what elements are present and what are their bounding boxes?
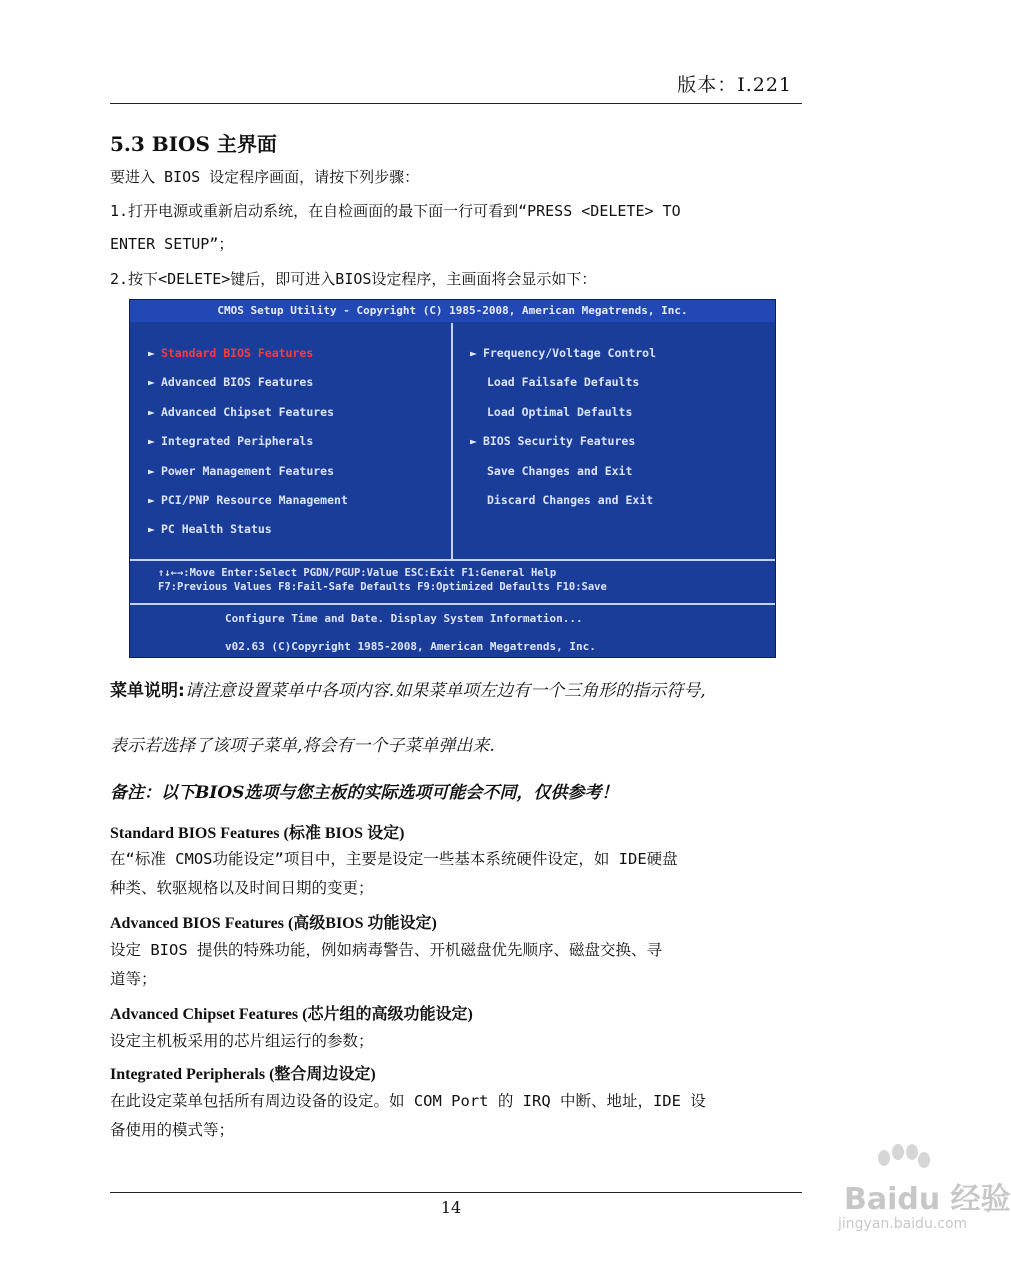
header-rule xyxy=(110,103,802,104)
feature-desc-advanced-chipset: 设定主机板采用的芯片组运行的参数； xyxy=(110,1032,374,1050)
bios-menu-item-advanced-chipset[interactable]: ► Advanced Chipset Features xyxy=(148,405,335,419)
triangle-icon: ► xyxy=(148,464,155,478)
step-1-line-a: 1.打开电源或重新启动系统，在自检画面的最下面一行可看到“PRESS <DELETE> TO xyxy=(110,202,681,220)
triangle-icon: ► xyxy=(470,434,477,448)
version-label: 版本：I.221 xyxy=(677,74,792,96)
bios-menu-item-frequency[interactable]: ► Frequency/Voltage Control xyxy=(470,346,657,360)
intro-line: 要进入 BIOS 设定程序画面，请按下列步骤： xyxy=(110,168,420,186)
page-number: 14 xyxy=(440,1198,462,1217)
triangle-icon: ► xyxy=(148,522,155,536)
bios-menu-item-load-failsafe[interactable]: Load Failsafe Defaults xyxy=(487,375,640,389)
triangle-icon: ► xyxy=(148,375,155,389)
bios-menu-item-advanced-bios[interactable]: ► Advanced BIOS Features xyxy=(148,375,314,389)
triangle-icon: ► xyxy=(148,405,155,419)
feature-title-standard: Standard BIOS Features (标准 BIOS 设定) xyxy=(110,825,405,842)
step-2-line: 2.按下<DELETE>键后，即可进入BIOS设定程序，主画面将会显示如下： xyxy=(110,270,597,288)
bios-title-bar: CMOS Setup Utility - Copyright (C) 1985-2008, American Megatrends, Inc. xyxy=(130,300,775,322)
bios-menu-item-pcipnp[interactable]: ► PCI/PNP Resource Management xyxy=(148,493,348,507)
triangle-icon: ► xyxy=(148,493,155,507)
bios-menu-item-standard[interactable]: ► Standard BIOS Features xyxy=(148,346,314,360)
watermark-url: jingyan.baidu.com xyxy=(838,1216,968,1232)
feature-title-integrated: Integrated Peripherals (整合周边设定) xyxy=(110,1066,376,1083)
remark: 备注：以下BIOS选项与您主板的实际选项可能会不同，仅供参考！ xyxy=(110,783,619,803)
menu-note xyxy=(110,676,706,701)
bios-copyright: v02.63 (C)Copyright 1985-2008, American Megatrends, Inc. xyxy=(225,640,596,653)
step-1-line-b: ENTER SETUP”； xyxy=(110,235,234,253)
bios-screenshot xyxy=(129,299,776,658)
triangle-icon: ► xyxy=(148,434,155,448)
menu-note-text: 请注意设置菜单中各项内容.如果菜单项左边有一个三角形的指示符号, xyxy=(184,681,706,701)
feature-title-advanced-chipset: Advanced Chipset Features (芯片组的高级功能设定) xyxy=(110,1006,473,1023)
watermark-brand: Baidu 经验 xyxy=(844,1182,1011,1217)
bios-menu-item-security[interactable]: ► BIOS Security Features xyxy=(470,434,636,448)
feature-title-advanced-bios: Advanced BIOS Features (高级BIOS 功能设定) xyxy=(110,915,437,932)
triangle-icon: ► xyxy=(470,346,477,360)
bios-menu-item-discard-exit[interactable]: Discard Changes and Exit xyxy=(487,493,654,507)
menu-note-line-2: 表示若选择了该项子菜单,将会有一个子菜单弹出来. xyxy=(110,736,495,756)
feature-desc-advanced-bios: 设定 BIOS 提供的特殊功能，例如病毒警告、开机磁盘优先顺序、磁盘交换、寻 道等； xyxy=(110,941,662,988)
bios-menu-item-power[interactable]: ► Power Management Features xyxy=(148,464,335,478)
bios-menu-item-integrated[interactable]: ► Integrated Peripherals xyxy=(148,434,314,448)
feature-desc-standard: 在“标准 CMOS功能设定”项目中，主要是设定一些基本系统硬件设定，如 IDE硬盘 种类、软驱规格以及时间日期的变更； xyxy=(110,850,678,897)
menu-note-label: 菜单说明: xyxy=(110,681,185,701)
bios-divider-status xyxy=(130,603,775,605)
bios-status-description: Configure Time and Date. Display System Information... xyxy=(225,612,583,625)
bios-divider-help xyxy=(130,559,775,561)
footer-rule xyxy=(110,1192,802,1193)
bios-menu-item-save-exit[interactable]: Save Changes and Exit xyxy=(487,464,633,478)
bios-menu-item-pc-health[interactable]: ► PC Health Status xyxy=(148,522,272,536)
bios-column-divider xyxy=(451,323,453,559)
feature-desc-integrated: 在此设定菜单包括所有周边设备的设定。如 COM Port 的 IRQ 中断、地址，IDE 设 备使用的模式等； xyxy=(110,1092,706,1139)
triangle-icon: ► xyxy=(148,346,155,360)
bios-menu-item-load-optimal[interactable]: Load Optimal Defaults xyxy=(487,405,633,419)
bios-help-line-1: ↑↓←→:Move Enter:Select PGDN/PGUP:Value ESC:Exit F1:General Help xyxy=(158,567,557,579)
bios-help-keys xyxy=(158,566,607,594)
section-title: 5.3 BIOS 主界面 xyxy=(110,132,277,156)
bios-help-line-2: F7:Previous Values F8:Fail-Safe Defaults F9:Optimized Defaults F10:Save xyxy=(158,581,607,593)
